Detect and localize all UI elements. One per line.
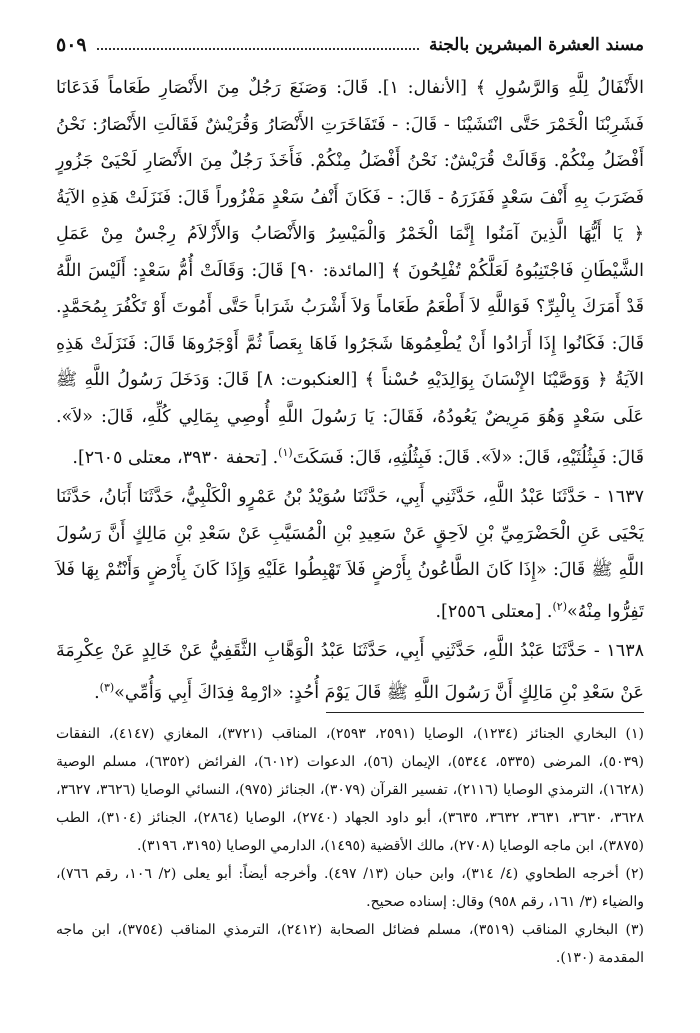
footnote-marker: (١) [278, 446, 293, 459]
paragraph-text: ١٦٣٧ - حَدَّثَنَا عَبْدُ اللَّهِ، حَدَّثَنِي أَبِي، حَدَّثَنَا سُوَيْدُ بْنُ عَمْرٍو الْكَلْبِيُّ، حَدَّثَنَا أَبَانُ، حَدَّثَنَا يَحْيَى عَنِ الْحَضْرَمِيِّ بْنِ لاَحِقٍ عَنْ سَعِيدِ بْنِ الْمُسَيَّبِ عَنْ سَعْدِ بْنِ مَالِكٍ أَنَّ رَسُولَ اللَّهِ ﷺ قَالَ: «إِذَا كَانَ الطَّاعُونُ بِأَرْضٍ فَلاَ تَهْبِطُوا عَلَيْهِ وَإِذَا كَانَ بِأَرْضٍ وَأَنْتُمْ بِهَا فَلاَ تَفِرُّوا مِنْهُ» [56, 487, 644, 622]
hadith-1637 [56, 479, 644, 630]
footnote-3: (٣) البخاري المناقب (٣٥١٩)، مسلم فضائل الصحابة (٢٤١٢)، الترمذي المناقب (٣٧٥٤)، ابن ماجه المقدمة (١٣٠). [56, 922, 644, 966]
footnotes [56, 720, 644, 972]
main-text [56, 70, 644, 711]
page-header [56, 30, 644, 60]
footnote-1: (١) البخاري الجنائز (١٢٣٤)، الوصايا (٢٥٩١، ٢٥٩٣)، المناقب (٣٧٢١)، المغازي (٤١٤٧)، النفقات (٥٠٣٩)، المرضى (٥٣٣٥، ٥٣٤٤)، الإيمان (٥٦)، الدعوات (٦٠١٢)، الفرائض (٦٣٥٢)، مسلم الوصية (١٦٢٨)، الترمذي الوصايا (٢١١٦)، تفسير القرآن (٣٠٧٩)، الجنائز (٩٧٥)، النسائي الوصايا (٣٦٢٦، ٣٦٢٧، ٣٦٢٨، ٣٦٣٠، ٣٦٣١، ٣٦٣٢، ٣٦٣٥)، أبو داود الجهاد (٢٧٤٠)، الوصايا (٢٨٦٤)، الجنائز (٣١٠٤)، الطب (٣٨٧٥)، ابن ماجه الوصايا (٢٧٠٨)، مالك الأقضية (١٤٩٥)، الدارمي الوصايا (٣١٩٥، ٣١٩٦). [56, 726, 645, 854]
paragraph-text: ١٦٣٨ - حَدَّثَنَا عَبْدُ اللَّهِ، حَدَّثَنِي أَبِي، حَدَّثَنَا عَبْدُ الْوَهَّابِ الثَّقَفِيُّ عَنْ خَالِدٍ عَنْ عِكْرِمَةَ عَنْ سَعْدِ بْنِ مَالِكٍ أَنَّ رَسُولَ اللَّهِ ﷺ قَالَ يَوْمَ أُحُدٍ: «ارْمِهْ فِدَاكَ أَبِي وَأُمِّي» [56, 641, 644, 703]
hadith-1638 [56, 633, 644, 711]
paragraph-reference: . [94, 682, 100, 703]
header-dot-leader [97, 48, 419, 50]
running-title: مسند العشرة المبشرين بالجنة [428, 35, 644, 55]
footnote-marker: (٢) [552, 599, 567, 613]
paragraph-reference: . [معتلى ٢٥٥٦]. [435, 601, 553, 622]
paragraph-text: الأَنْفَالُ لِلَّهِ وَالرَّسُولِ ﴾ [الأنفال: ١]. قَالَ: وَصَنَعَ رَجُلٌ مِنَ الأَنْصَارِ طَعَاماً فَدَعَانَا فَشَرِبْنَا الْخَمْرَ حَتَّى انْتَشَيْنَا - قَالَ: - فَتَفَاخَرَتِ الأَنْصَارُ وَقُرَيْشٌ فَقَالَتِ الأَنْصَارُ: نَحْنُ أَفْضَلُ مِنْكُمْ. وَقَالَتْ قُرَيْشٌ: نَحْنُ أَفْضَلُ مِنْكُمْ. فَأَخَذَ رَجُلٌ مِنَ الأَنْصَارِ لَحْيَىْ جَزُورٍ فَضَرَبَ بِهِ أَنْفَ سَعْدٍ فَفَزَرَهُ - قَالَ: - فَكَانَ أَنْفُ سَعْدٍ مَفْزُوراً قَالَ: فَنَزَلَتْ هَذِهِ الآيَةُ ﴿ يَا أَيُّهَا الَّذِينَ آمَنُوا إِنَّمَا الْخَمْرُ وَالْمَيْسِرُ وَالأَنْصَابُ وَالأَزْلاَمُ رِجْسٌ مِنْ عَمَلِ الشَّيْطَانِ فَاجْتَنِبُوهُ لَعَلَّكُمْ تُفْلِحُونَ ﴾ [المائدة: ٩٠] قَالَ: وَقَالَتْ أُمُّ سَعْدٍ: أَلَيْسَ اللَّهُ قَدْ أَمَرَكَ بِالْبِرِّ؟ فَوَاللَّهِ لاَ أَطْعَمُ طَعَاماً وَلاَ أَشْرَبُ شَرَاباً حَتَّى أَمُوتَ أَوْ تَكْفُرَ بِمُحَمَّدٍ. قَالَ: فَكَانُوا إِذَا أَرَادُوا أَنْ يُطْعِمُوهَا شَجَرُوا فَاهَا بِعَصاً ثُمَّ أَوْجَرُوهَا قَالَ: فَنَزَلَتْ هَذِهِ الآيَةُ ﴿ وَوَصَّيْنَا الإِنْسَانَ بِوَالِدَيْهِ حُسْناً ﴾ [العنكبوت: ٨] قَالَ: وَدَخَلَ رَسُولُ اللَّهِ ﷺ عَلَى سَعْدٍ وَهُوَ مَرِيضٌ يَعُودُهُ، فَقَالَ: يَا رَسُولَ اللَّهِ أُوصِي بِمَالِي كُلِّهِ، قَالَ: «لاَ». قَالَ: فَبِثُلُثَيْهِ، قَالَ: «لاَ». قَالَ: فَبِثُلُثِهِ، قَالَ: فَسَكَتَ [56, 78, 645, 468]
footnote-marker: (٣) [99, 680, 115, 694]
footnote-2: (٢) أخرجه الطحاوي (٤/ ٣١٤)، وابن حبان (١٣/ ٤٩٧). وأخرجه أيضاً: أبو يعلى (٢/ ١٠٦، رقم ٧٦٦)، والضياء (٣/ ١٦١، رقم ٩٥٨) وقال: إسناده صحيح. [56, 866, 644, 910]
footnote-separator [326, 712, 644, 713]
page-number: ٥٠٩ [56, 34, 87, 56]
paragraph-reference: . [تحفة ٣٩٣٠، معتلى ٢٦٠٥]. [72, 447, 279, 468]
paragraph-continuation [56, 70, 644, 476]
